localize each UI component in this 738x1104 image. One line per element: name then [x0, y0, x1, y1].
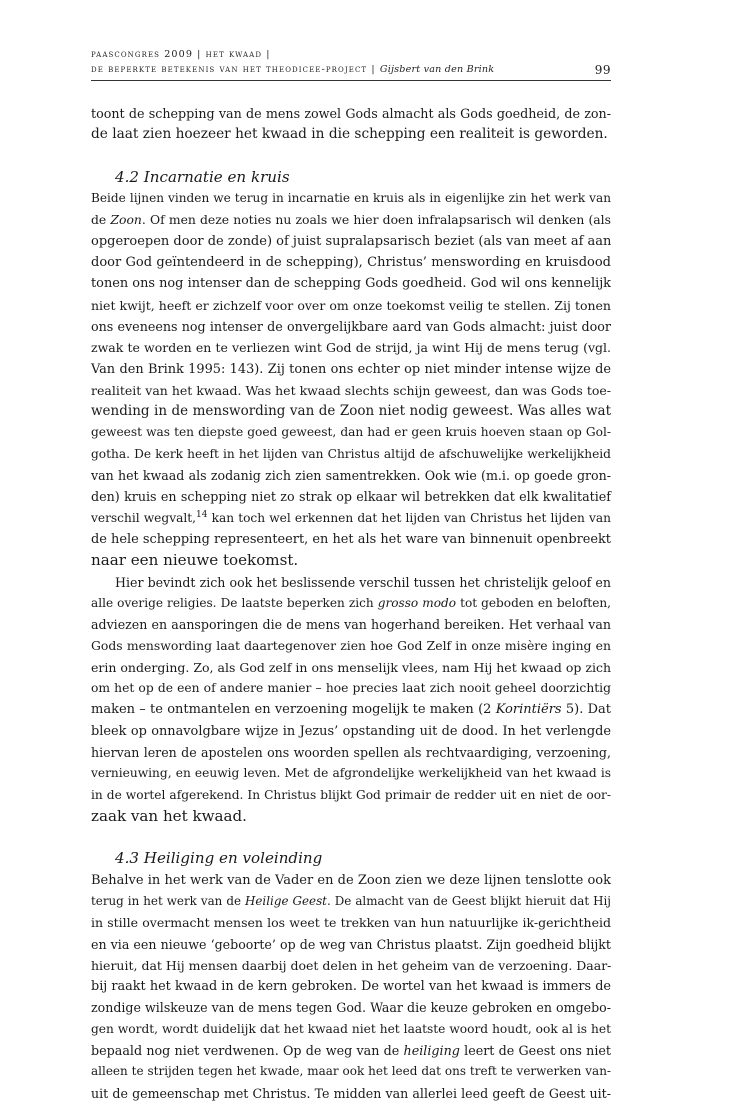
text-line: in de wortel afgerekend. In Christus blijkt God primair de redder uit en niet de oor- [91, 787, 611, 802]
section-heading-4-3: 4.3 Heiliging en voleinding [115, 849, 323, 868]
text-line: tonen ons nog intenser dan de schepping Gods goedheid. God wil ons kennelijk [91, 276, 611, 292]
section-heading-4-2: 4.2 Incarnatie en kruis [115, 167, 290, 186]
text-line [91, 891, 611, 912]
italic-term: Zoon [110, 212, 142, 228]
text-line: door God geïntendeerd in de schepping), Christus’ menswording en kruisdood [91, 255, 611, 271]
text-line [91, 508, 611, 529]
text-line: adviezen en aansporingen die de mens van hogerhand bereiken. Het verhaal van [91, 617, 611, 633]
text-line: toont de schepping van de mens zowel Gods almacht als Gods goedheid, de zon- [91, 106, 611, 121]
text-line: gotha. De kerk heeft in het lijden van Christus altijd de afschuwelijke werkelijkheid [91, 446, 611, 461]
italic-term: Korintiërs [495, 702, 562, 718]
page-body [91, 103, 611, 1104]
text-run: . Of men deze noties nu zoals we hier doen infralapsarisch wil denken (als [141, 212, 611, 228]
text-line [91, 593, 611, 614]
text-line: de laat zien hoezeer het kwaad in die schepping een realiteit is geworden. [91, 126, 608, 143]
text-line: zaak van het kwaad. [91, 806, 247, 825]
text-line: den) kruis en schepping niet zo strak op elkaar wil betrekken dat elk kwalitatief [91, 489, 611, 505]
text-line: bleek op onnavolgbare wijze in Jezus’ opstanding uit de dood. In het verlengde [91, 723, 611, 739]
text-run: de [91, 212, 111, 228]
text-line: bij raakt het kwaad in de kern gebroken. De wortel van het kwaad is immers de [91, 979, 611, 995]
text-line [91, 1040, 611, 1061]
text-run: leert de Geest ons niet [459, 1043, 612, 1059]
running-header-author: Gijsbert van den Brink [379, 64, 495, 75]
text-line: uit de gemeenschap met Christus. Te midden van allerlei leed geeft de Geest uit- [91, 1085, 611, 1101]
text-line: zondige wilskeuze van de mens tegen God. Waar die keuze gebroken en omgebo- [91, 1000, 611, 1016]
text-run: 5). Dat [561, 702, 611, 718]
text-run: alle overige religies. De laatste beperken zich [91, 595, 378, 610]
text-line: hiervan leren de apostelen ons woorden spellen als rechtvaardiging, verzoening, [91, 744, 611, 760]
header-rule [91, 80, 611, 81]
text-line: erin onderging. Zo, als God zelf in ons menselijk vlees, nam Hij het kwaad op zich [91, 659, 611, 675]
text-line: Hier bevindt zich ook het beslissende verschil tussen het christelijk geloof en [115, 574, 611, 590]
paragraph-gap [91, 146, 611, 167]
italic-term: heiliging [403, 1043, 460, 1059]
running-header-line-2 [91, 62, 611, 77]
text-line: Behalve in het werk van de Vader en de Zoon zien we deze lijnen tenslotte ook [91, 872, 611, 888]
text-line: Beide lijnen vinden we terug in incarnatie en kruis als in eigenlijke zin het werk van [91, 191, 611, 206]
text-line: opgeroepen door de zonde) of juist supralapsarisch beziet (als van meet af aan [91, 233, 612, 249]
text-line: van het kwaad als zodanig zich zien samentrekken. Ook wie (m.i. op goede gron- [91, 468, 611, 484]
text-line: niet kwijt, heeft er zichzelf voor over om onze toekomst veilig te stellen. Zij tonen [91, 297, 611, 313]
text-line: hieruit, dat Hij mensen daarbij doet delen in het geheim van de verzoening. Daar- [91, 957, 612, 973]
text-line: vernieuwing, en eeuwig leven. Met de afgrondelijke werkelijkheid van het kwaad is [91, 766, 611, 781]
running-header-line-1: paascongres 2009 | het kwaad | [91, 49, 271, 60]
text-line: in stille overmacht mensen los weet te trekken van hun natuurlijke ik-gerichtheid [91, 915, 611, 931]
text-run: bepaald nog niet verdwenen. Op de weg van de [91, 1043, 404, 1059]
text-line [91, 209, 611, 230]
text-line: realiteit van het kwaad. Was het kwaad slechts schijn geweest, dan was Gods toe- [91, 382, 611, 398]
text-line: wending in de menswording van de Zoon niet nodig geweest. Was alles wat [91, 403, 611, 420]
text-line: Gods menswording laat daartegenover zien hoe God Zelf in onze misère inging en [91, 638, 611, 654]
text-line: gen wordt, wordt duidelijk dat het kwaad niet het laatste woord houdt, ook al is het [91, 1021, 611, 1036]
running-header [91, 47, 611, 77]
text-line: geweest was ten diepste goed geweest, dan had er geen kruis hoeven staan op Gol- [91, 425, 611, 440]
text-line [91, 699, 611, 720]
text-run: tot geboden en beloften, [456, 595, 611, 610]
italic-term: grosso modo [377, 595, 457, 610]
page-number: 99 [594, 63, 611, 77]
text-line: naar een nieuwe toekomst. [91, 551, 299, 570]
text-line: de hele schepping representeert, en het als het ware van binnenuit openbreekt [91, 531, 611, 547]
text-run: maken – te ontmantelen en verzoening mogelijk te maken (2 [91, 702, 496, 718]
paragraph-gap [91, 827, 611, 848]
text-run: . De almacht van de Geest blijkt hieruit dat Hij [326, 893, 611, 908]
text-run: verschil wegvalt, [91, 510, 197, 525]
text-line: om het op de een of andere manier – hoe precies laat zich nooit geheel doorzichtig [91, 681, 611, 696]
text-line: zwak te worden en te verliezen wint God de strijd, ja wint Hij de mens terug (vgl. [91, 340, 611, 356]
footnote-ref-14[interactable]: 14 [196, 509, 208, 520]
text-line: en via een nieuwe ‘geboorte’ op de weg van Christus plaatst. Zijn goedheid blijkt [91, 936, 611, 952]
text-line: ons eveneens nog intenser de onvergelijkbare aard van Gods almacht: juist door [91, 318, 611, 334]
italic-term: Heilige Geest [245, 893, 327, 908]
text-run: kan toch wel erkennen dat het lijden van Christus het lijden van [207, 510, 611, 525]
running-header-title: de beperkte betekenis van het theodicee-project | [91, 64, 376, 75]
text-line: Van den Brink 1995: 143). Zij tonen ons echter op niet minder intense wijze de [91, 361, 611, 377]
text-line: alleen te strijden tegen het kwade, maar ook het leed dat ons treft te verwerken van- [91, 1064, 611, 1079]
text-run: terug in het werk van de [91, 893, 246, 908]
